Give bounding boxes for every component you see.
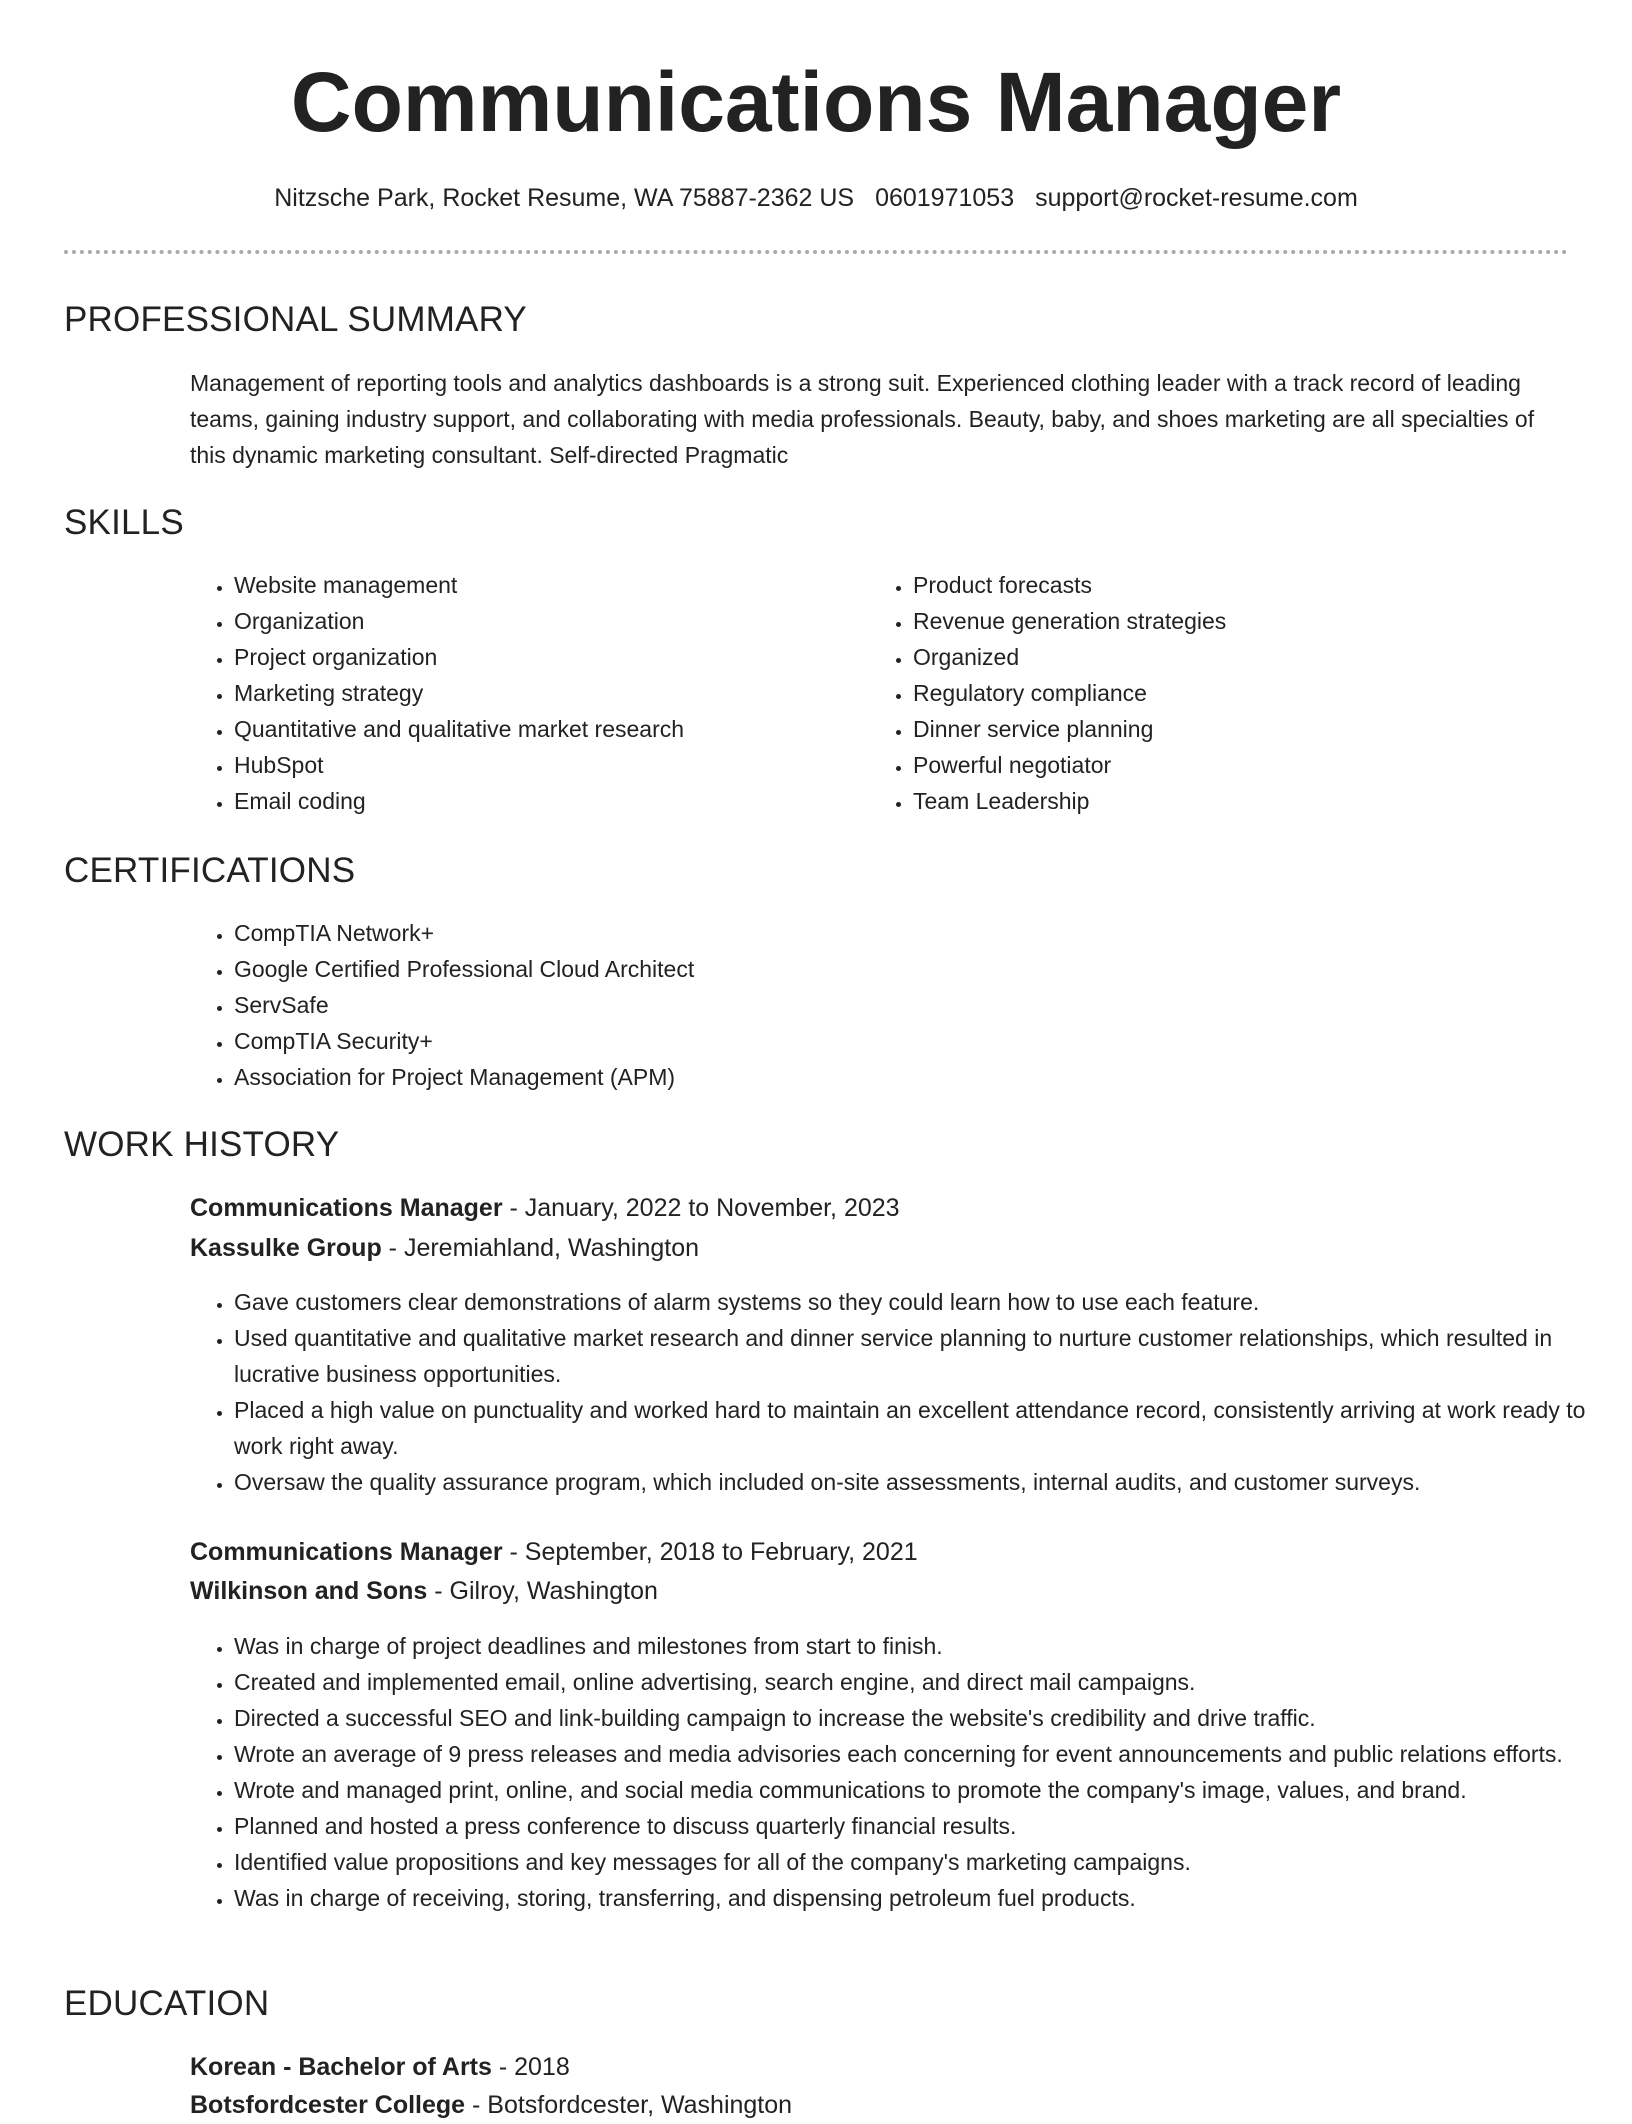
section-title-work-history: WORK HISTORY	[64, 1125, 340, 1164]
skill-item: • Email coding	[234, 783, 854, 819]
certification-item: • CompTIA Security+	[234, 1023, 1234, 1059]
job-bullet: • Used quantitative and qualitative market research and dinner service planning to nurture customer relationships, which resulted in lucrative business opportunities.	[234, 1320, 1614, 1392]
job-location: - Jeremiahland, Washington	[381, 1234, 700, 1262]
skill-item: • Website management	[234, 567, 854, 603]
education-degree-line	[190, 2048, 1560, 2086]
skill-item: • Marketing strategy	[234, 675, 854, 711]
job-bullet: • Created and implemented email, online advertising, search engine, and direct mail campaigns.	[234, 1664, 1614, 1700]
section-title-summary: PROFESSIONAL SUMMARY	[64, 300, 527, 339]
skill-item: • Revenue generation strategies	[913, 603, 1553, 639]
certification-item: • ServSafe	[234, 987, 1234, 1023]
job-company-line	[190, 1572, 1560, 1610]
job-bullet: • Was in charge of project deadlines and milestones from start to finish.	[234, 1628, 1614, 1664]
section-title-education: EDUCATION	[64, 1984, 270, 2023]
skill-item: • Organized	[913, 639, 1553, 675]
skill-item: • HubSpot	[234, 747, 854, 783]
job-bullets	[190, 1628, 1614, 1916]
job-bullet: • Identified value propositions and key messages for all of the company's marketing campaigns.	[234, 1844, 1614, 1880]
job-bullet: • Directed a successful SEO and link-building campaign to increase the website's credibility and drive traffic.	[234, 1700, 1614, 1736]
candidate-name: Communications Manager	[290, 55, 1342, 149]
job-role: Communications Manager	[190, 1538, 503, 1566]
contact-address: Nitzsche Park, Rocket Resume, WA 75887-2362 US	[274, 184, 855, 212]
job-role: Communications Manager	[190, 1194, 503, 1222]
job-bullet: • Wrote an average of 9 press releases and media advisories each concerning for event announcements and public relations efforts.	[234, 1736, 1614, 1772]
skills-list-right	[869, 567, 1553, 819]
job-company: Wilkinson and Sons	[190, 1577, 428, 1605]
job-dates: - January, 2022 to November, 2023	[502, 1194, 900, 1222]
skill-item: • Organization	[234, 603, 854, 639]
education-degree: Korean - Bachelor of Arts	[190, 2053, 492, 2081]
certification-item: • CompTIA Network+	[234, 915, 1234, 951]
job-bullet: • Gave customers clear demonstrations of alarm systems so they could learn how to use each feature.	[234, 1284, 1614, 1320]
summary-text: Management of reporting tools and analytics dashboards is a strong suit. Experienced clothing leader with a track record of leading teams, gaining industry support, and collaborating with media professionals. Beauty, baby, and shoes marketing are all specialties of this dynamic marketing consultant. Self-directed Pragmatic	[190, 370, 1535, 468]
job-title-line	[190, 1189, 1560, 1227]
contact-line	[0, 180, 1632, 216]
certifications-list	[190, 915, 1234, 1095]
job-bullet: • Wrote and managed print, online, and social media communications to promote the company's image, values, and brand.	[234, 1772, 1614, 1808]
education-school: Botsfordcester College	[190, 2091, 466, 2119]
contact-phone: 0601971053	[875, 184, 1015, 212]
skills-list-left	[190, 567, 854, 819]
certification-item: • Association for Project Management (APM)	[234, 1059, 1234, 1095]
skill-item: • Dinner service planning	[913, 711, 1553, 747]
job-bullet: • Was in charge of receiving, storing, transferring, and dispensing petroleum fuel products.	[234, 1880, 1614, 1916]
job-dates: - September, 2018 to February, 2021	[502, 1538, 918, 1566]
skill-item: • Project organization	[234, 639, 854, 675]
section-title-certifications: CERTIFICATIONS	[64, 851, 356, 890]
job-bullets	[190, 1284, 1614, 1500]
skill-item: • Product forecasts	[913, 567, 1553, 603]
job-location: - Gilroy, Washington	[427, 1577, 658, 1605]
education-year: - 2018	[491, 2053, 570, 2081]
skill-item: • Quantitative and qualitative market research	[234, 711, 854, 747]
education-school-line	[190, 2086, 1560, 2124]
job-company: Kassulke Group	[190, 1234, 382, 1262]
job-bullet: • Oversaw the quality assurance program, which included on-site assessments, internal audits, and customer surveys.	[234, 1464, 1614, 1500]
skill-item: • Team Leadership	[913, 783, 1553, 819]
education-location: - Botsfordcester, Washington	[465, 2091, 793, 2119]
skill-item: • Regulatory compliance	[913, 675, 1553, 711]
skill-item: • Powerful negotiator	[913, 747, 1553, 783]
certification-item: • Google Certified Professional Cloud Architect	[234, 951, 1234, 987]
contact-email: support@rocket-resume.com	[1035, 184, 1358, 212]
job-bullet: • Planned and hosted a press conference to discuss quarterly financial results.	[234, 1808, 1614, 1844]
header-divider	[64, 250, 1568, 254]
job-title-line	[190, 1533, 1560, 1571]
job-company-line	[190, 1229, 1560, 1267]
section-title-skills: SKILLS	[64, 503, 184, 542]
job-bullet: • Placed a high value on punctuality and worked hard to maintain an excellent attendance record, consistently arriving at work ready to work right away.	[234, 1392, 1614, 1464]
